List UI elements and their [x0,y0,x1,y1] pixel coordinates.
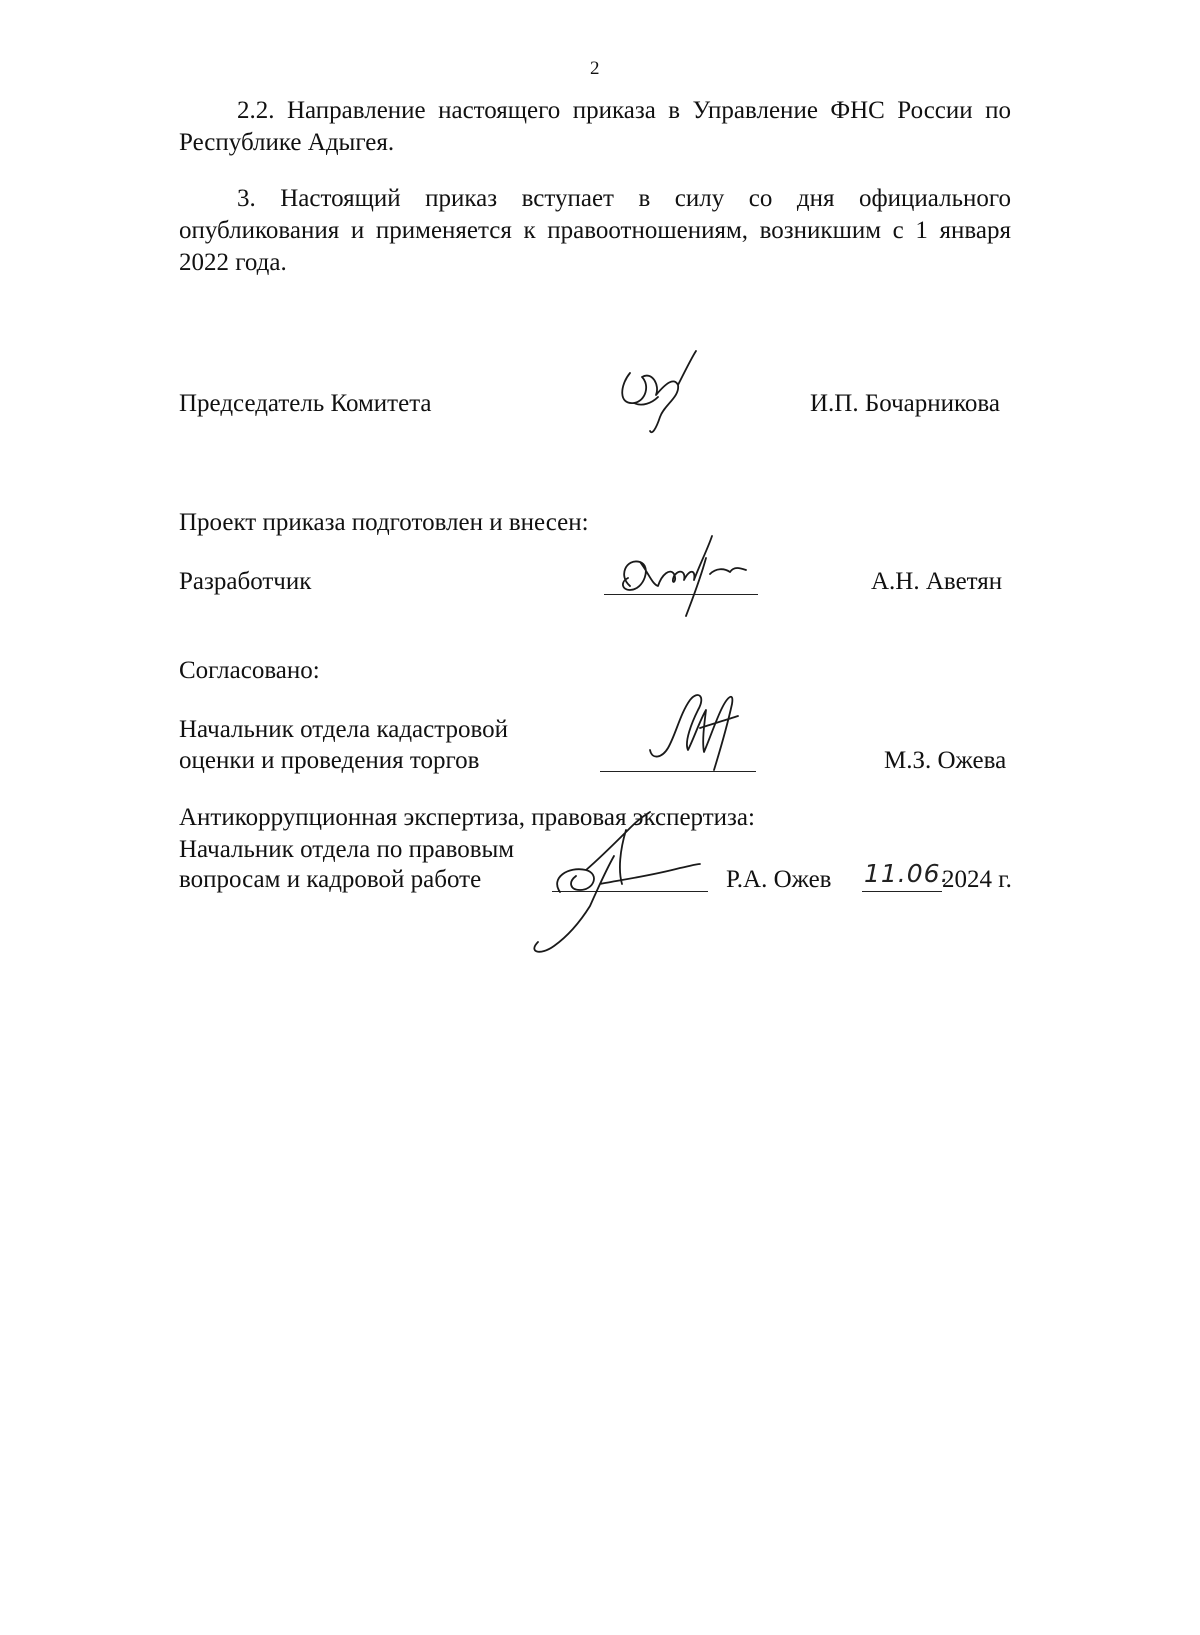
developer-role: Разработчик [179,568,312,595]
agreed-role-line-1: Начальник отдела кадастровой [179,716,508,743]
agreed-name: М.З. Ожева [884,747,1007,774]
expertise-role-line-1: Начальник отдела по правовым [179,836,515,863]
agreed-signature [640,680,760,790]
agreed-heading: Согласовано: [179,657,320,684]
prepared-heading: Проект приказа подготовлен и внесен: [179,509,589,536]
page-number: 2 [590,58,600,79]
developer-name: А.Н. Аветян [871,568,1003,595]
paragraph-2-2: 2.2. Направление настоящего приказа в Управление ФНС России по Республике Адыгея. [179,97,1011,156]
chairman-signature [612,345,722,445]
expertise-role-line-2: вопросам и кадровой работе [179,866,482,893]
chairman-position: Председатель Комитета [179,390,432,417]
paragraph-3: 3. Настоящий приказ вступает в силу со дня официального опубликования и применяется к правоотношениям, возникшим с 1 января 2022 года. [179,185,1011,276]
expertise-name: Р.А. Ожев [726,866,832,893]
agreed-role-line-2: оценки и проведения торгов [179,747,480,774]
chairman-name: И.П. Бочарникова [810,390,1000,417]
developer-signature [600,528,760,628]
expertise-date-line [862,891,942,892]
expertise-date-handwritten: 11.06. [864,859,950,888]
expertise-date-year: 2024 г. [942,866,1012,893]
expertise-signature [510,810,710,960]
expertise-heading: Антикоррупционная экспертиза, правовая экспертиза: [179,804,755,831]
